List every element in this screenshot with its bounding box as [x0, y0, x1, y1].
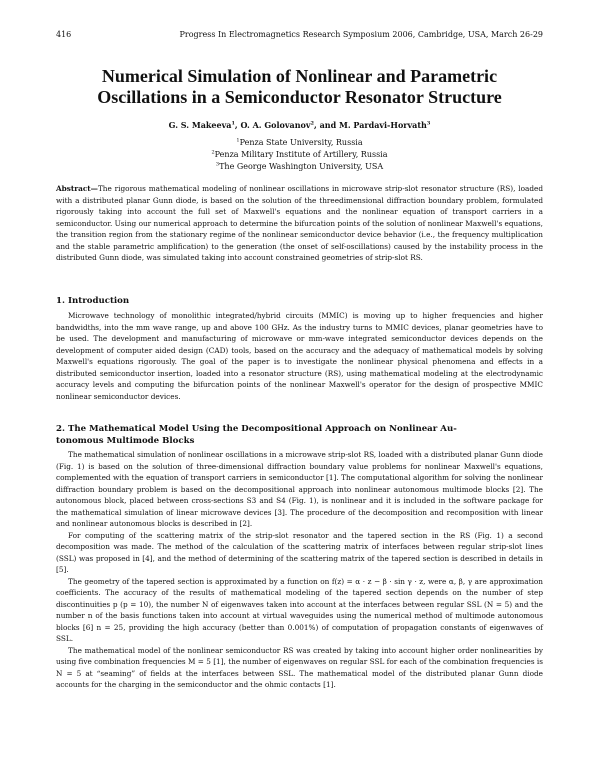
- affiliation-2: $^2$Penza Military Institute of Artillery, Russia: [211, 149, 388, 159]
- section-1-body: [56, 310, 543, 402]
- author-2: O. A. Golovanov: [240, 120, 311, 130]
- section-2-paragraph-4: The mathematical model of the nonlinear semiconductor RS was created by taking into account higher order nonlinearities by using five combination frequencies M = 5 [1], the number of eigenwaves on regular SSL for each of the combination frequencies is N = 5 at “seaming” of fields at the interfaces between SSL. The mathematical model of the distributed planar Gunn diode accounts for the charging in the semiconductor and the ohmic contacts [1].: [56, 645, 543, 689]
- author-list: G. S. Makeeva$^1$, O. A. Golovanov$^2$, and M. Pardavi-Horvath$^3$: [168, 120, 431, 130]
- section-2-paragraph-3: The geometry of the tapered section is approximated by a function on f(z) = α · z − β · sin γ · z, were α, β, γ are approximation coefficients. The accuracy of the results of mathematical modeling of the tapered section depends on the number of step discontinuities p (p = 10), the number N of eigenwaves taken into account at the interfaces between regular SSL (N = 5) and the number n of the basis functions taken into account at virtual waveguides using the numerical method of multimode autonomous blocks [6] n = 25, providing the high accuracy (better than 0.001%) of computation of propagation constants of eigenwaves of SSL.: [56, 576, 543, 643]
- conference-name: Progress In Electromagnetics Research Symposium 2006, Cambridge, USA, March 26-29: [179, 30, 543, 39]
- title-line-1: Numerical Simulation of Nonlinear and Parametric: [101, 66, 498, 86]
- section-2-body: [56, 449, 543, 691]
- section-2-heading-line-2: tonomous Multimode Blocks: [56, 436, 195, 446]
- affiliations: [56, 137, 543, 173]
- author-1: G. S. Makeeva: [168, 120, 232, 130]
- section-2-heading-line-1: 2. The Mathematical Model Using the Decompositional Approach on Nonlinear Au-: [56, 424, 457, 434]
- section-1-paragraph: Microwave technology of monolithic integrated/hybrid circuits (MMIC) is moving up to higher frequencies and higher bandwidths, into the mm wave range, up and above 100 GHz. As the industry turns to MMIC devices, planar geometries have to be used. The development and manufacturing of microwave or mm-wave integrated semiconductor devices depends on the development of computer aided design (CAD) tools, based on the accuracy and the adequacy of mathematical models by solving Maxwell's equations rigorously. The goal of the paper is to investigate the nonlinear physical phenomena and effects in a distributed semiconductor insertion, loaded into a resonator structure (RS), using mathematical modeling at the electrodynamic accuracy levels and computing the bifurcation points of the nonlinear Maxwell's operator for the design of prospective MMIC nonlinear semiconductor devices.: [56, 311, 543, 401]
- page-number: 416: [56, 30, 72, 39]
- author-2-sup: 2: [310, 120, 315, 127]
- author-3: M. Pardavi-Horvath: [338, 120, 427, 130]
- affiliation-3: $^3$The George Washington University, USA: [215, 161, 384, 171]
- author-3-sup: 3: [426, 120, 431, 127]
- abstract-label: Abstract—: [56, 184, 98, 193]
- section-2-heading: [56, 423, 543, 447]
- affiliation-1: $^1$Penza State University, Russia: [236, 137, 363, 147]
- paper-title: [56, 66, 543, 108]
- section-1-heading: 1. Introduction: [56, 296, 130, 306]
- abstract-text: The rigorous mathematical modeling of nonlinear oscillations in microwave strip-slot resonator structure (RS), loaded with a distributed planar Gunn diode, is based on the solution of the threedimensional diffraction boundary problem, formulated rigorously taking into account the full set of Maxwell's equations and the nonlinear equation of transport carriers in a semiconductor. Using our numerical approach to determine the bifurcation points of the solution of nonlinear Maxwell's equations, the transition region from the stationary regime of the nonlinear semiconductor device behavior (i.e., the frequency multiplication and the stable parametric amplification) to the generation (the onset of self-oscillations) caused by the instability process in the distributed Gunn diode, was simulated taking into account constrained geometries of strip-slot RS.: [56, 184, 543, 262]
- abstract: [56, 183, 543, 264]
- section-2-paragraph-2: For computing of the scattering matrix of the strip-slot resonator and the tapered section in the RS (Fig. 1) a second decomposition was made. The method of the calculation of the scattering matrix of interfaces between regular strip-slot lines (SSL) was proposed in [4], and the method of determining of the scattering matrix of the tapered section is described in details in [5].: [56, 530, 543, 574]
- title-line-2: Oscillations in a Semiconductor Resonator Structure: [97, 87, 502, 107]
- author-1-sup: 1: [231, 120, 235, 127]
- section-2-paragraph-1: The mathematical simulation of nonlinear oscillations in a microwave strip-slot RS, loaded with a distributed planar Gunn diode (Fig. 1) is based on the solution of three-dimensional diffraction boundary value problems for nonlinear Maxwell's equations, complemented with the equation of transport carriers in semiconductor [1]. The computational algorithm for solving the nonlinear diffraction boundary problem is based on the decompositional approach into nonlinear autonomous multimode blocks [2]. The autonomous block, placed between cross-sections S3 and S4 (Fig. 1), is nonlinear and it is included in the software package for the mathematical simulation of linear microwave devices [3]. The procedure of the decomposition and recomposition with linear and nonlinear autonomous blocks is described in [2].: [56, 450, 543, 528]
